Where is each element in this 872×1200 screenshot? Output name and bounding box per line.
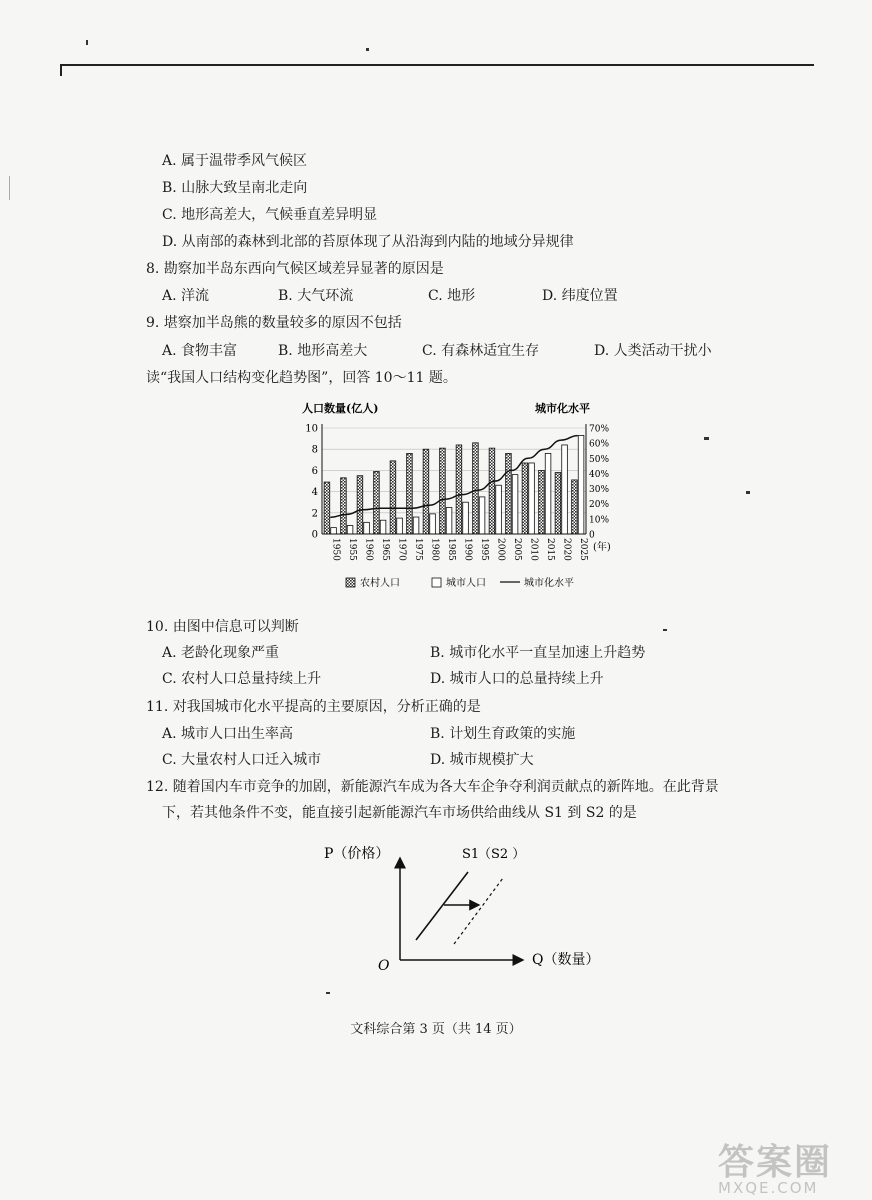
- right-tick-label: 70%: [589, 424, 610, 435]
- x-tick-label: 2005: [511, 538, 522, 561]
- x-axis-unit: (年): [593, 542, 611, 553]
- right-tick-label: 30%: [589, 485, 610, 496]
- urban-population-bar: [512, 475, 518, 534]
- urban-population-bar: [397, 518, 403, 534]
- rural-population-bar: [390, 461, 396, 534]
- watermark-bottom: MXQE.COM: [718, 1179, 819, 1197]
- watermark-top: 答案圈: [718, 1142, 833, 1183]
- header-rule: [60, 64, 814, 66]
- q8-option-c: C. 地形: [428, 288, 476, 304]
- s1-label: S1: [462, 847, 480, 862]
- q8-option-a: A. 洋流: [162, 288, 210, 304]
- right-tick-label: 60%: [589, 439, 610, 450]
- urban-population-bar: [446, 508, 452, 535]
- quantity-axis-label: Q（数量）: [532, 952, 600, 968]
- chart-legend: [346, 576, 574, 589]
- urban-population-bar: [430, 514, 436, 534]
- rural-population-bar: [440, 448, 446, 534]
- q8-stem: 8. 勘察加半岛东西向气候区域差异显著的原因是: [146, 261, 444, 277]
- scan-speck: [746, 491, 750, 494]
- x-tick-label: 1975: [412, 538, 423, 561]
- right-tick-label: 20%: [589, 500, 610, 511]
- urban-population-bar: [413, 517, 419, 534]
- q10-option-a: A. 老龄化现象严重: [162, 645, 280, 661]
- rural-population-bar: [489, 448, 495, 534]
- legend-urban-label: 城市人口: [446, 578, 486, 589]
- right-axis-title: 城市化水平: [535, 402, 590, 415]
- x-tick-label: 2020: [561, 538, 572, 561]
- q10-option-b: B. 城市化水平一直呈加速上升趋势: [430, 645, 646, 661]
- scan-speck: [663, 629, 667, 631]
- q9-option-d: D. 人类活动干扰小: [594, 343, 712, 359]
- q7-option-c: C. 地形高差大，气候垂直差异明显: [162, 207, 378, 223]
- scan-speck: [326, 992, 330, 994]
- right-tick-label: 40%: [589, 469, 610, 480]
- q9-stem: 9. 堪察加半岛熊的数量较多的原因不包括: [146, 315, 402, 331]
- x-tick-label: 1970: [396, 538, 407, 561]
- rural-population-bar: [357, 476, 363, 534]
- rural-population-bar: [555, 473, 561, 534]
- left-tick-label: 10: [305, 423, 318, 435]
- legend-line-label: 城市化水平: [524, 578, 574, 589]
- x-tick-label: 2000: [495, 538, 506, 561]
- urban-population-bar: [578, 435, 584, 534]
- supply-curve-s2: [454, 878, 503, 944]
- rural-population-bar: [539, 470, 545, 534]
- urban-population-bar: [496, 485, 502, 534]
- q9-option-b: B. 地形高差大: [278, 343, 368, 359]
- q8-option-d: D. 纬度位置: [542, 288, 618, 304]
- x-tick-label: 1950: [330, 538, 341, 561]
- rural-population-bar: [324, 482, 330, 534]
- urban-population-bar: [380, 520, 386, 534]
- q7-option-b: B. 山脉大致呈南北走向: [162, 180, 308, 196]
- q12-stem-line1: 12. 随着国内车市竞争的加剧，新能源汽车成为各大车企争夺利润贡献点的新阵地。在此背景: [146, 779, 719, 795]
- population-structure-chart: [290, 394, 620, 602]
- x-tick-label: 1990: [462, 538, 473, 561]
- origin-label: O: [378, 958, 390, 974]
- rural-population-bar: [341, 478, 347, 534]
- q9-option-c: C. 有森林适宜生存: [422, 343, 540, 359]
- urban-population-bar: [331, 528, 337, 534]
- scan-speck: [704, 437, 709, 440]
- x-tick-label: 1960: [363, 538, 374, 561]
- x-tick-label: 1955: [346, 538, 357, 561]
- urban-population-bar: [463, 502, 469, 534]
- q12-stem-line2: 下，若其他条件不变，能直接引起新能源汽车市场供给曲线从 S1 到 S2 的是: [162, 805, 637, 821]
- rural-population-bar: [522, 463, 528, 534]
- rural-population-bar: [473, 443, 479, 534]
- scan-speck: [9, 176, 10, 200]
- q7-option-d: D. 从南部的森林到北部的苔原体现了从沿海到内陆的地域分异规律: [162, 234, 574, 250]
- urban-population-bar: [562, 445, 568, 534]
- legend-rural-label: 农村人口: [360, 578, 400, 589]
- q10-option-d: D. 城市人口的总量持续上升: [430, 671, 604, 687]
- x-tick-label: 1985: [445, 538, 456, 561]
- urban-population-bar: [479, 497, 485, 534]
- left-tick-label: 0: [311, 529, 318, 541]
- page-footer: 文科综合第 3 页（共 14 页）: [350, 1022, 522, 1037]
- rural-population-bar: [456, 445, 462, 534]
- q10-option-c: C. 农村人口总量持续上升: [162, 671, 322, 687]
- x-tick-label: 1980: [429, 538, 440, 561]
- supply-curve-s1: [416, 872, 468, 940]
- rural-population-bar: [374, 471, 380, 534]
- s2-label: （S2 ）: [478, 847, 526, 862]
- q11-option-d: D. 城市规模扩大: [430, 752, 534, 768]
- right-tick-label: 0: [589, 530, 595, 541]
- legend-rural-swatch: [346, 578, 355, 587]
- urban-population-bar: [529, 463, 535, 534]
- left-tick-label: 2: [311, 508, 318, 520]
- q10-stem: 10. 由图中信息可以判断: [146, 619, 299, 635]
- rural-population-bar: [506, 453, 512, 534]
- legend-urban-swatch: [432, 578, 441, 587]
- q11-option-b: B. 计划生育政策的实施: [430, 726, 576, 742]
- x-tick-label: 1965: [379, 538, 390, 561]
- urban-population-bar: [347, 526, 353, 534]
- rural-population-bar: [407, 453, 413, 534]
- urban-population-bar: [545, 453, 551, 534]
- right-tick-label: 10%: [589, 515, 610, 526]
- x-tick-label: 2015: [544, 538, 555, 561]
- left-axis-title: 人口数量(亿人): [302, 402, 379, 415]
- q11-option-c: C. 大量农村人口迁入城市: [162, 752, 322, 768]
- q11-stem: 11. 对我国城市化水平提高的主要原因，分析正确的是: [146, 699, 481, 715]
- rural-population-bar: [572, 480, 578, 534]
- q7-option-a: A. 属于温带季风气候区: [162, 153, 308, 169]
- scan-speck: [366, 48, 369, 51]
- q8-option-b: B. 大气环流: [278, 288, 354, 304]
- q9-option-a: A. 食物丰富: [162, 343, 238, 359]
- price-axis-label: P（价格）: [324, 846, 390, 862]
- q11-option-a: A. 城市人口出生率高: [162, 726, 294, 742]
- supply-curve-diagram: [310, 838, 630, 978]
- urban-population-bar: [364, 522, 370, 534]
- left-tick-label: 8: [311, 444, 318, 456]
- left-tick-label: 4: [311, 487, 318, 499]
- rural-population-bar: [423, 449, 429, 534]
- intro-10-11: 读“我国人口结构变化趋势图”，回答 10～11 题。: [146, 370, 457, 386]
- x-tick-label: 2010: [528, 538, 539, 561]
- scan-speck: [86, 40, 88, 45]
- right-tick-label: 50%: [589, 454, 610, 465]
- watermark-logo: [718, 1134, 858, 1197]
- left-tick-label: 6: [311, 465, 318, 477]
- header-rule-tick: [60, 64, 62, 76]
- x-tick-label: 2025: [577, 538, 588, 561]
- x-tick-label: 1995: [478, 538, 489, 561]
